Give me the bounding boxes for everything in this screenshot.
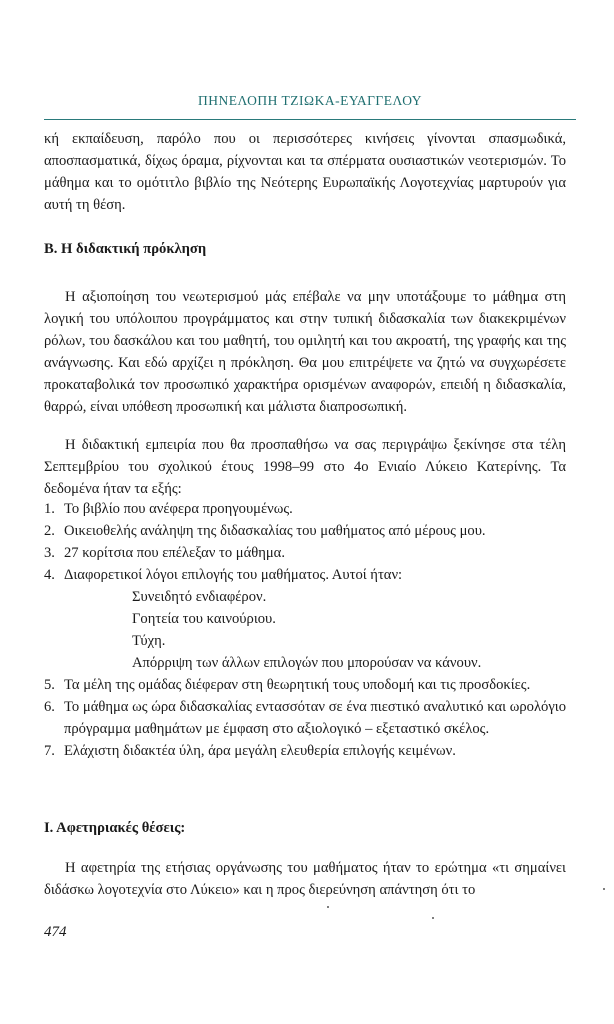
sub-list-item: Απόρριψη των άλλων επιλογών που μπορούσαν να κάνουν. — [132, 655, 482, 671]
paragraph-b2-text: Η διδακτική εμπειρία που θα προσπαθήσω να σας περιγράψω ξεκίνησε στα τέλη Σεπτεμβρίου του σχολικού έτους 1998–99 στο 4ο Ενιαίο Λύκειο Κατερίνης. Τα δεδομένα ήταν τα εξής: — [44, 437, 566, 497]
paragraph-b2 — [44, 434, 566, 500]
data-list — [44, 498, 566, 762]
list-number: 2. — [44, 523, 55, 539]
list-item — [44, 696, 566, 740]
paragraph-top-text: κή εκπαίδευση, παρόλο που οι περισσότερες κινήσεις γίνονται σπασμωδικά, αποσπασματικά, δίχως όραμα, ρίχνονται και τα σπέρματα ουσιαστικών νεοτερισμών. Το μάθημα και το ομότιτλο βιβλίο της Νεότερης Ευρωπαϊκής Λογοτεχνίας μαρτυρούν για αυτή τη θέση. — [44, 131, 566, 213]
paragraph-b1-text: Η αξιοποίηση του νεωτερισμού μάς επέβαλε να μην υποτάξουμε το μάθημα στη λογική του υπόλοιπου προγράμματος και στην τυπική διδασκαλία των διακεκριμένων ρόλων, του δασκάλου και του μαθητή, του ομιλητή και του ακροατή, της γραφής και της ανάγνωσης. Και εδώ αρχίζει η πρόκληση. Θα μου επιτρέψετε να ζητώ να συγχωρέσετε προκαταβολικά τον προσωπικό χαρακτήρα ορισμένων αναφορών, επειδή η διδασκαλία, θαρρώ, είναι υπόθεση προσωπική και μάλιστα διαπροσωπική. — [44, 289, 566, 415]
reasons-sub-list — [44, 586, 566, 674]
list-text: Οικειοθελής ανάληψη της διδασκαλίας του μαθήματος από μέρους μου. — [64, 523, 486, 539]
list-number: 6. — [44, 699, 55, 715]
list-item — [44, 498, 566, 520]
sub-list-item: Γοητεία του καινούριου. — [132, 611, 276, 627]
list-number: 4. — [44, 567, 55, 583]
scan-speck — [603, 888, 605, 890]
list-text: Ελάχιστη διδακτέα ύλη, άρα μεγάλη ελευθερία επιλογής κειμένων. — [64, 743, 456, 759]
sub-list-item: Συνειδητό ενδιαφέρον. — [132, 589, 267, 605]
heading-i: Ι. Αφετηριακές θέσεις: — [44, 820, 186, 836]
scan-speck — [327, 906, 329, 908]
list-text: 27 κορίτσια που επέλεξαν το μάθημα. — [64, 545, 285, 561]
list-text: Τα μέλη της ομάδας διέφεραν στη θεωρητική τους υποδομή και τις προσδοκίες. — [64, 677, 531, 693]
page-number: 474 — [44, 924, 67, 940]
list-number: 5. — [44, 677, 55, 693]
list-item — [44, 520, 566, 542]
list-item — [44, 564, 566, 586]
list-item — [44, 542, 566, 564]
list-item — [44, 740, 566, 762]
list-number: 3. — [44, 545, 55, 561]
running-head: ΠΗΝΕΛΟΠΗ ΤΖΙΩΚΑ-ΕΥΑΓΓΕΛΟΥ — [197, 93, 423, 108]
list-number: 7. — [44, 743, 55, 759]
heading-b: Β. Η διδακτική πρόκληση — [44, 241, 207, 257]
list-text: Το βιβλίο που ανέφερα προηγουμένως. — [64, 501, 293, 517]
header-rule — [44, 119, 576, 120]
paragraph-b1 — [44, 286, 566, 418]
paragraph-i1-text: Η αφετηρία της ετήσιας οργάνωσης του μαθήματος ήταν το ερώτημα «τι σημαίνει διδάσκω λογοτεχνία στο Λύκειο» και η προς διερεύνηση απάντηση ότι το — [44, 860, 566, 898]
paragraph-i1 — [44, 857, 566, 901]
list-item — [44, 674, 566, 696]
list-number: 1. — [44, 501, 55, 517]
scan-speck — [432, 917, 434, 919]
list-text: Διαφορετικοί λόγοι επιλογής του μαθήματος. Αυτοί ήταν: — [64, 567, 403, 583]
paragraph-top — [44, 128, 566, 216]
list-text: Το μάθημα ως ώρα διδασκαλίας εντασσόταν σε ένα πιεστικό αναλυτικό και ωρολόγιο πρόγραμμα μαθημάτων με έμφαση στο αξιολογικό – εξεταστικό σκέλος. — [64, 699, 566, 737]
sub-list-item: Τύχη. — [132, 633, 166, 649]
